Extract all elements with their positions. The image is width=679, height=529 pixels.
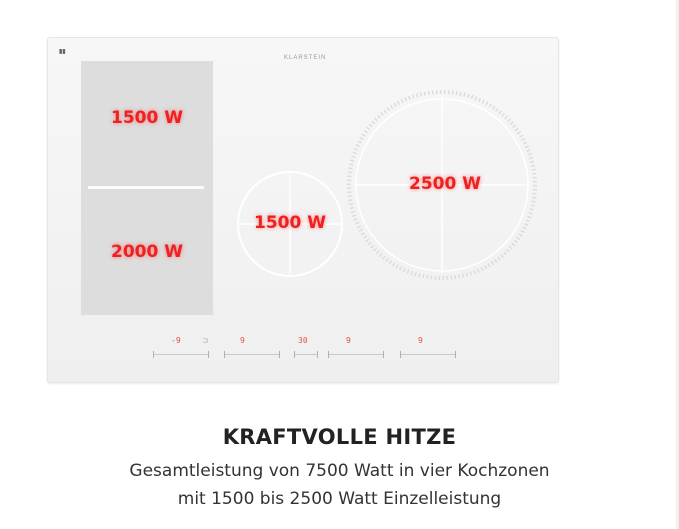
zone2-slider[interactable] <box>224 354 280 355</box>
brand-label: KLARSTEIN <box>284 55 327 61</box>
timer-display[interactable]: 30 <box>298 336 308 345</box>
zone4-level[interactable]: 9 <box>418 336 423 345</box>
zone1-level[interactable]: -9 <box>171 336 181 345</box>
round-zones <box>48 38 558 382</box>
induction-cooktop-image <box>47 37 559 383</box>
power-label-small-zone: 1500 W <box>254 213 326 233</box>
zone3-level[interactable]: 9 <box>346 336 351 345</box>
power-label-flex-top: 1500 W <box>111 108 183 128</box>
section-heading: KRAFTVOLLE HITZE <box>222 425 457 449</box>
power-label-flex-bottom: 2000 W <box>111 242 183 262</box>
zone1-slider[interactable] <box>153 354 209 355</box>
description-line-1: Gesamtleistung von 7500 Watt in vier Kochzonen <box>129 461 550 481</box>
timer-slider[interactable] <box>294 354 318 355</box>
zone2-level[interactable]: 9 <box>240 336 245 345</box>
zone3-slider[interactable] <box>328 354 384 355</box>
power-icon[interactable]: ⊐ <box>203 336 208 345</box>
cooktop-logo-icon: ▮▮ <box>59 49 66 55</box>
description-line-2: mit 1500 bis 2500 Watt Einzelleistung <box>177 489 502 509</box>
power-label-large-zone: 2500 W <box>409 174 481 194</box>
zone4-slider[interactable] <box>400 354 456 355</box>
